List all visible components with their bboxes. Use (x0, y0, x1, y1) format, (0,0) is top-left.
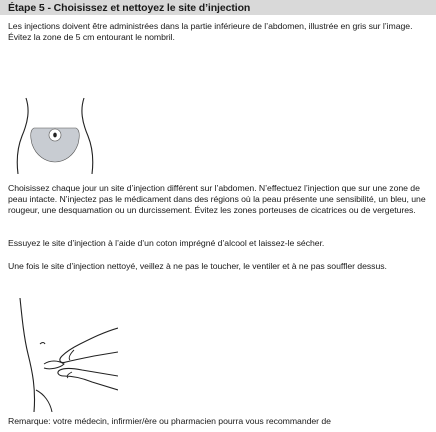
rotate-site-paragraph: Choisissez chaque jour un site d’injection différent sur l’abdomen. N’effectuez l’injection que sur une zone de peau intacte. N’injectez pas le médicament dans des régions où la peau présente une sensibilité, un bleu, une rougeur, une desquamation ou un durcissement. Évitez les zones porteuses de cicatrices ou de vergetures. (8, 183, 426, 216)
after-cleaning-paragraph: Une fois le site d’injection nettoyé, veillez à ne pas le toucher, le ventiler et à ne pas souffler dessus. (8, 261, 387, 271)
step-title: Étape 5 - Choisissez et nettoyez le site d’injection (8, 2, 251, 14)
intro-paragraph: Les injections doivent être administrées dans la partie inférieure de l’abdomen, illustrée en gris sur l’image. Évitez la zone de 5 cm entourant le nombril. (8, 21, 413, 43)
remark-paragraph: Remarque: votre médecin, infirmier/ère ou pharmacien pourra vous recommander de (8, 416, 331, 426)
wipe-paragraph: Essuyez le site d’injection à l’aide d’un coton imprégné d’alcool et laissez-le sécher. (8, 238, 325, 248)
step-header (0, 0, 436, 15)
abdomen-injection-zone-illustration (14, 96, 104, 174)
hands-pinching-abdomen-illustration (14, 298, 118, 412)
